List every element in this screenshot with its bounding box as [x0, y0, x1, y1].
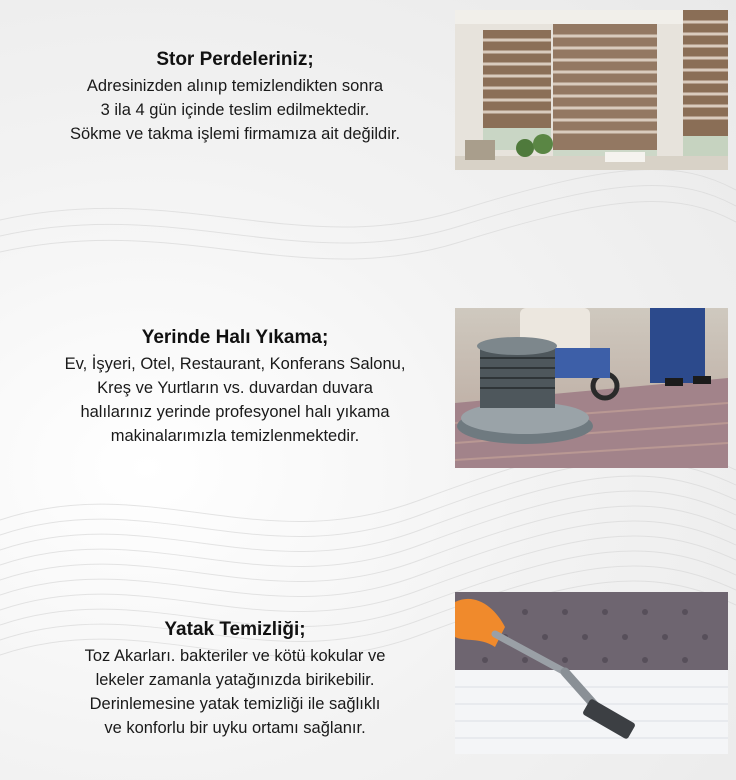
section-text-line: Derinlemesine yatak temizliği ile sağlıklı: [89, 695, 381, 713]
section-title: Yerinde Halı Yıkama;: [141, 327, 329, 348]
roller-blinds-photo: [455, 10, 728, 170]
carpet-washing-machine-photo: [455, 308, 728, 468]
section-text-line: ve konforlu bir uyku ortamı sağlanır.: [104, 719, 366, 737]
mattress-vacuum-photo: [455, 592, 728, 754]
section-title: Stor Perdeleriniz;: [156, 49, 314, 70]
carpet-washing-text: [20, 326, 450, 448]
section-title: Yatak Temizliği;: [164, 619, 306, 640]
section-text-line: Ev, İşyeri, Otel, Restaurant, Konferans Salonu,: [64, 355, 406, 373]
section-text-line: 3 ila 4 gün içinde teslim edilmektedir.: [100, 101, 370, 119]
section-text-line: Sökme ve takma işlemi firmamıza ait değildir.: [69, 125, 401, 143]
section-text-line: makinalarımızla temizlenmektedir.: [110, 427, 360, 445]
roller-blinds-text: [20, 48, 450, 146]
mattress-cleaning-text: [20, 618, 450, 740]
section-text-line: halılarınız yerinde profesyonel halı yıkama: [80, 403, 390, 421]
section-text-line: Kreş ve Yurtların vs. duvardan duvara: [97, 379, 373, 397]
section-text-line: Toz Akarları. bakteriler ve kötü kokular ve: [84, 647, 386, 665]
section-text-line: Adresinizden alınıp temizlendikten sonra: [86, 77, 384, 95]
section-text-line: lekeler zamanla yatağınızda birikebilir.: [95, 671, 375, 689]
